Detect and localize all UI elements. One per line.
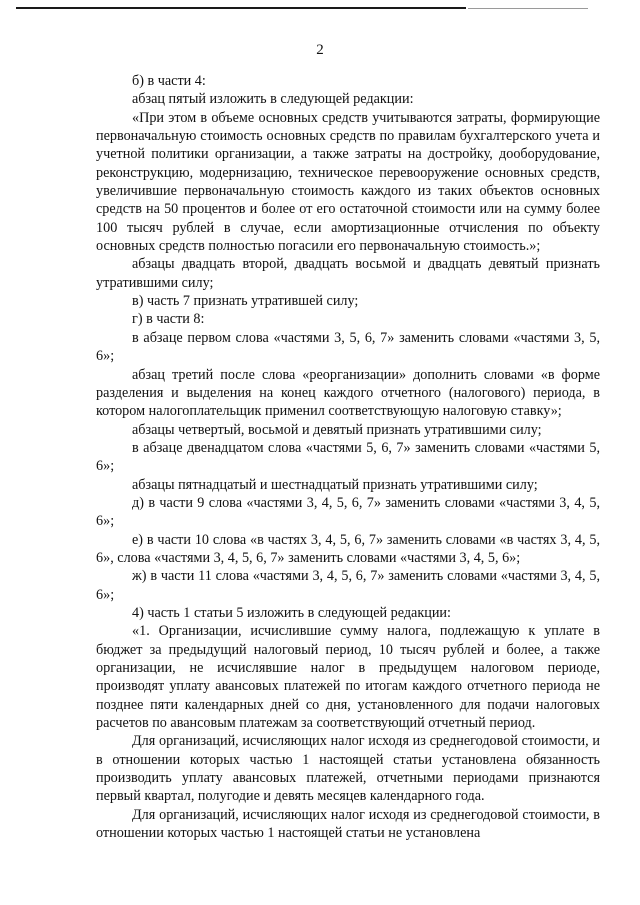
paragraph-12: д) в части 9 слова «частями 3, 4, 5, 6, 7» заменить словами «частями 3, 4, 5, 6»; bbox=[96, 494, 600, 530]
paragraph-15: 4) часть 1 статьи 5 изложить в следующей редакции: bbox=[132, 604, 451, 621]
body-text bbox=[96, 72, 600, 842]
paragraph-11: абзацы пятнадцатый и шестнадцатый признать утратившими силу; bbox=[132, 476, 538, 493]
paragraph-3: «При этом в объеме основных средств учитываются затраты, формирующие первоначальную стоимость основных средств по правилам бухгалтерского учета и учетной политики организации, а также затраты на достройку, дооборудование, реконструкцию, модернизацию, техническое перевооружение основных средств, увеличившие первоначальную стоимость каждого из таких объектов основных средств на 50 процентов и более от его остаточной стоимости или на сумму более 100 тысяч рублей в случае, если амортизационные отчисления по объекту основных средств полностью погасили его первоначальную стоимость.»; bbox=[96, 109, 600, 255]
paragraph-2: абзац пятый изложить в следующей редакции: bbox=[132, 91, 414, 108]
paragraph-13: е) в части 10 слова «в частях 3, 4, 5, 6, 7» заменить словами «в частях 3, 4, 5, 6», слова «частями 3, 4, 5, 6, 7» заменить словами «частями 3, 4, 5, 6»; bbox=[96, 531, 600, 566]
paragraph-9: абзацы четвертый, восьмой и девятый признать утратившими силу; bbox=[132, 421, 542, 438]
top-rule-tail bbox=[468, 8, 588, 9]
paragraph-5: в) часть 7 признать утратившей силу; bbox=[132, 293, 359, 310]
page-number: 2 bbox=[316, 42, 324, 58]
paragraph-4: абзацы двадцать второй, двадцать восьмой и двадцать девятый признать утратившими силу; bbox=[96, 256, 600, 291]
paragraph-16: «1. Организации, исчислившие сумму налога, подлежащую к уплате в бюджет за предыдущий налоговый период, 10 тысяч рублей и более, а также организации, не исчислявшие налог в предыдущем налоговом периоде, производят уплату авансовых платежей по итогам каждого отчетного периода не позднее пяти календарных дней со дня, установленного для подачи налоговых расчетов по авансовым платежам за соответствующий отчетный период. bbox=[96, 623, 600, 732]
paragraph-17: Для организаций, исчисляющих налог исходя из среднегодовой стоимости, и в отношении которых частью 1 настоящей статьи установлена обязанность производить уплату авансовых платежей, отчетными периодами признаются первый квартал, полугодие и девять месяцев календарного года. bbox=[96, 733, 600, 805]
paragraph-7: в абзаце первом слова «частями 3, 5, 6, 7» заменить словами «частями 3, 5, 6»; bbox=[96, 329, 600, 365]
paragraph-6: г) в части 8: bbox=[132, 311, 205, 328]
paragraph-10: в абзаце двенадцатом слова «частями 5, 6, 7» заменить словами «частями 5, 6»; bbox=[96, 439, 600, 475]
paragraph-1: б) в части 4: bbox=[132, 73, 206, 89]
paragraph-8: абзац третий после слова «реорганизации» дополнить словами «в форме разделения и выделения на конец каждого отчетного (налогового) периода, в котором налогоплательщик применил соответствующую налоговую ставку»; bbox=[96, 366, 600, 420]
paragraph-14: ж) в части 11 слова «частями 3, 4, 5, 6, 7» заменить словами «частями 3, 4, 5, 6»; bbox=[96, 568, 600, 603]
paragraph-18: Для организаций, исчисляющих налог исходя из среднегодовой стоимости, в отношении которых частью 1 настоящей статьи не установлена bbox=[96, 806, 600, 842]
top-rule bbox=[16, 7, 466, 9]
